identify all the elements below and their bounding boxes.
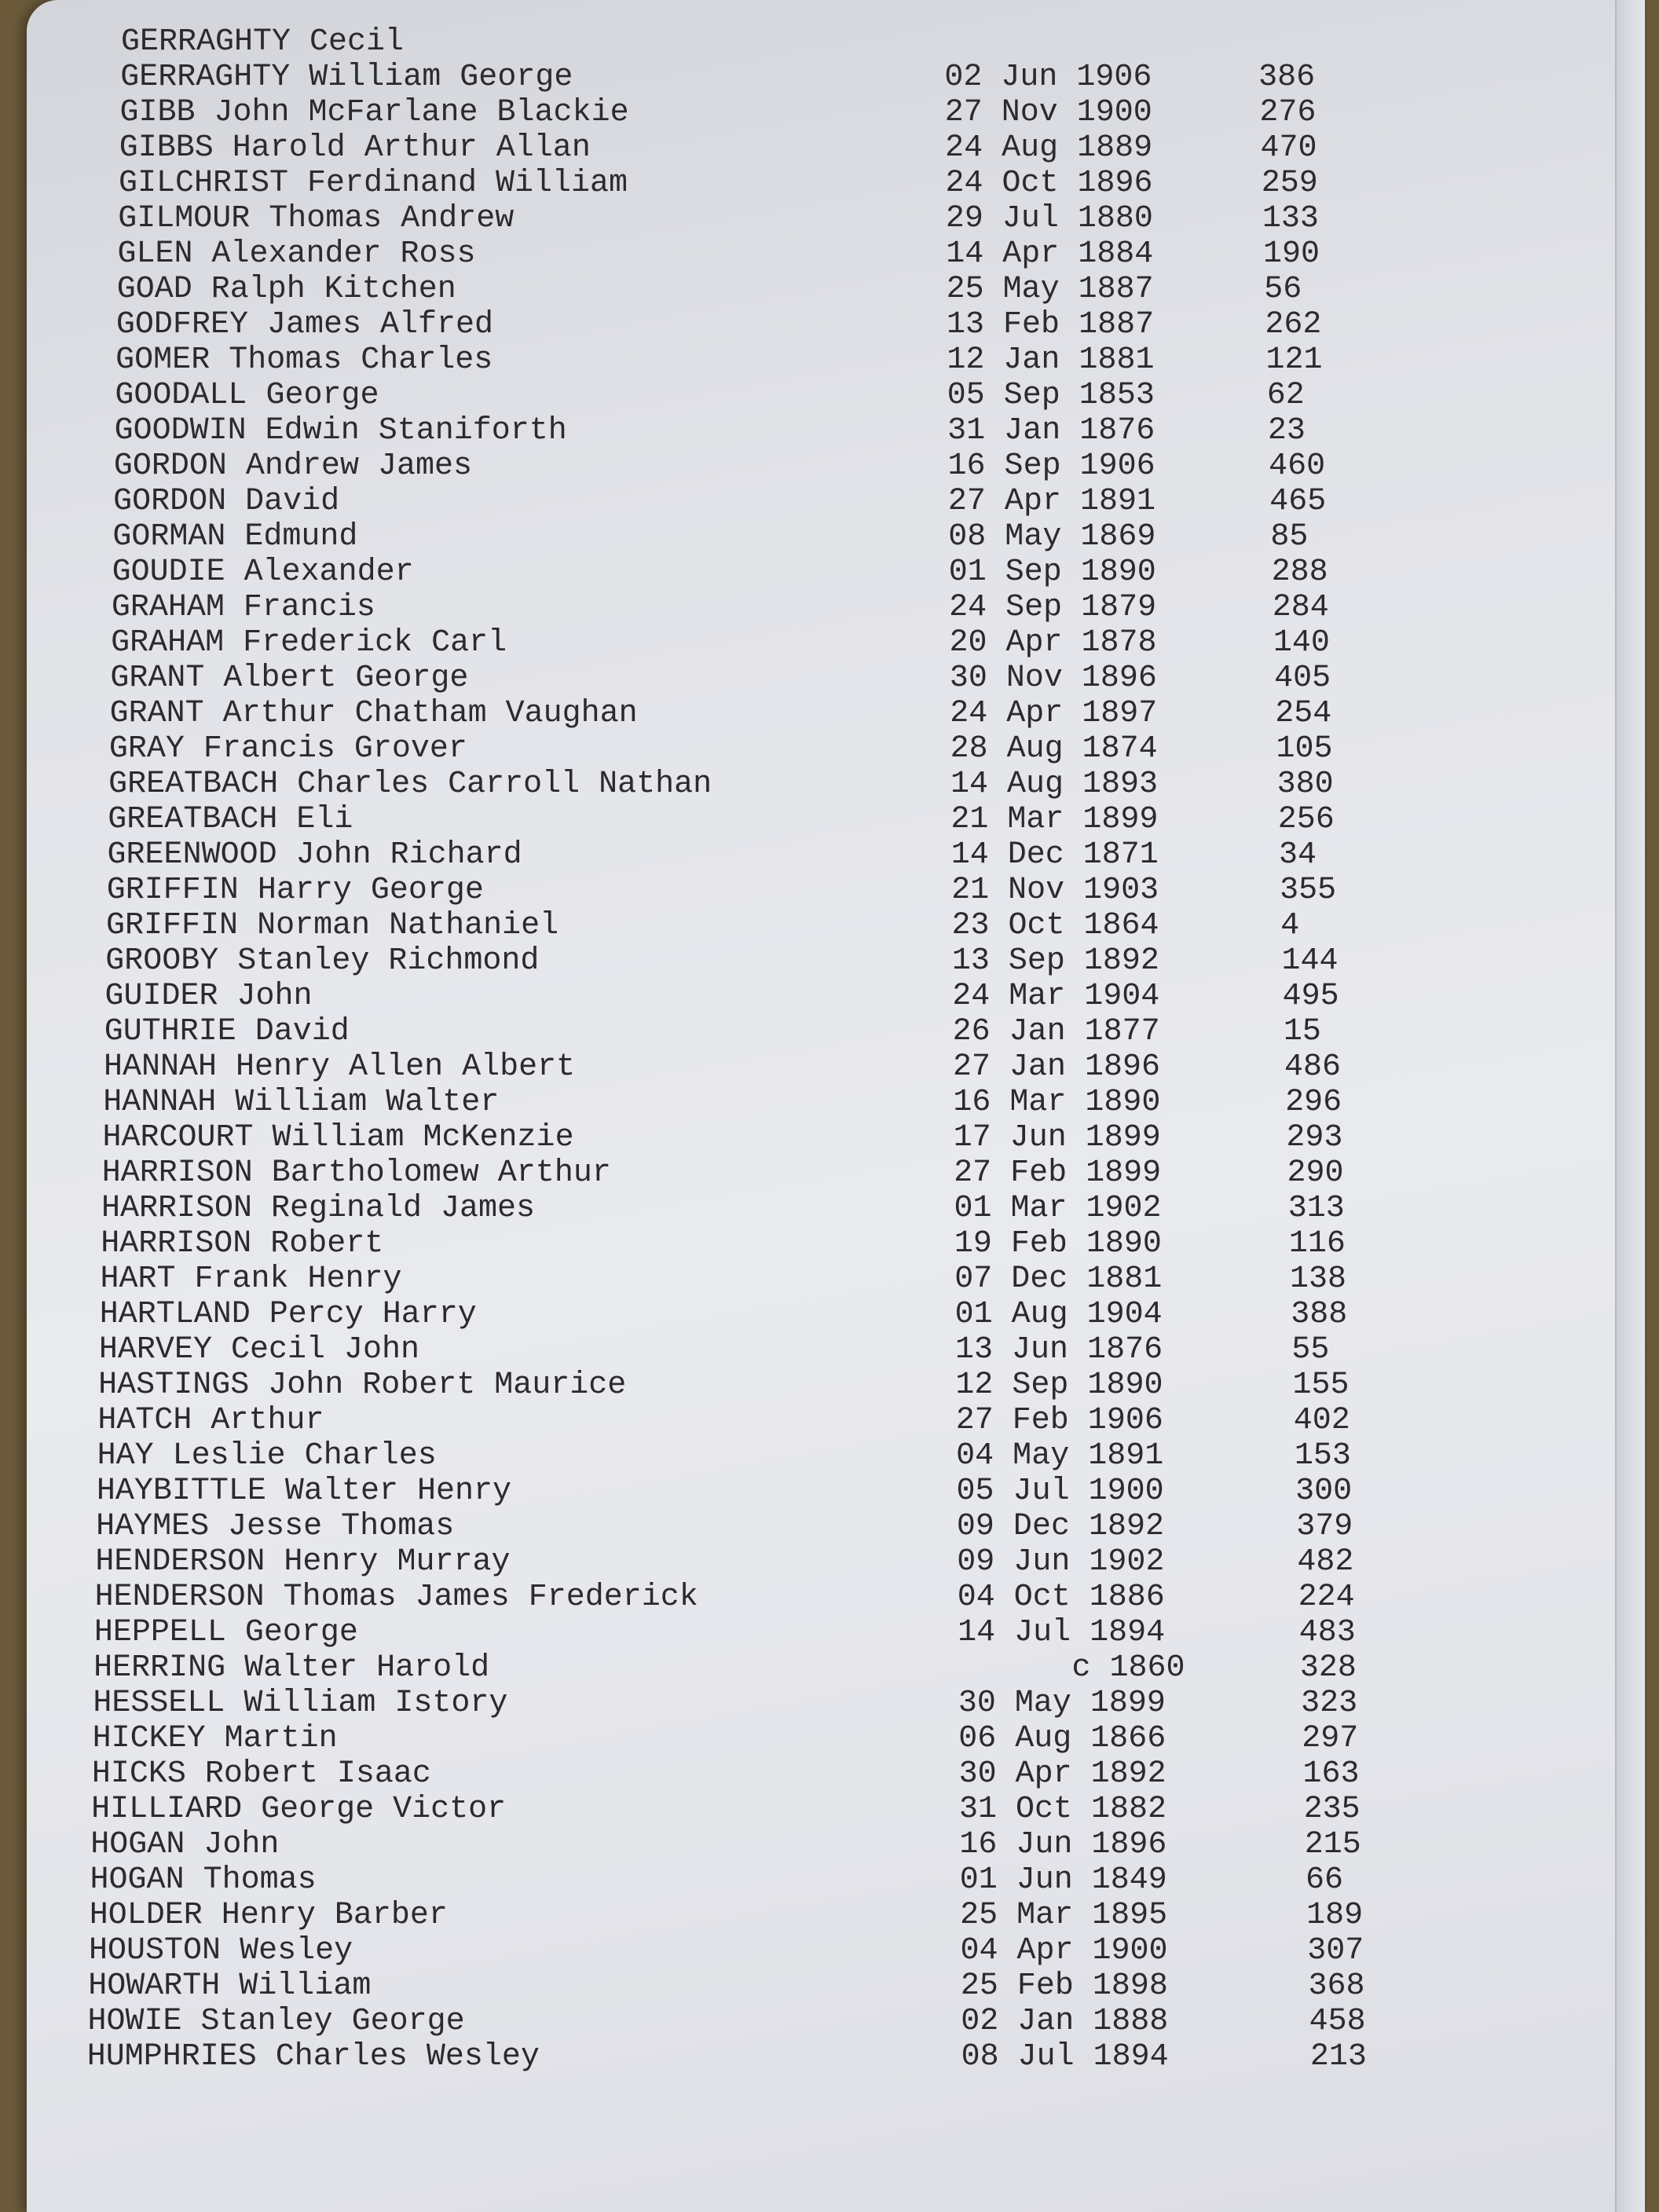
entry-date: 30 May 1899: [958, 1686, 1166, 1721]
entry-number: 297: [1302, 1721, 1359, 1756]
entry-number: 379: [1296, 1509, 1353, 1544]
entry-date: 12 Sep 1890: [955, 1368, 1163, 1403]
entry-number: 300: [1295, 1474, 1353, 1509]
entry-number: 235: [1303, 1792, 1361, 1827]
entry-name: GILMOUR Thomas Andrew: [118, 201, 515, 236]
list-item: [27, 1262, 1645, 1297]
entry-name: HICKS Robert Isaac: [91, 1756, 431, 1792]
entry-name: GRAY Francis Grover: [108, 731, 467, 767]
entry-number: 163: [1302, 1756, 1360, 1792]
entry-date: 29 Jul 1880: [945, 201, 1153, 236]
entry-number: 133: [1262, 201, 1319, 236]
list-item: [27, 697, 1645, 731]
entry-name: GRANT Albert George: [110, 661, 469, 696]
entry-number: 307: [1307, 1933, 1364, 1968]
entry-number: 121: [1265, 342, 1323, 378]
entry-date: 16 Sep 1906: [947, 449, 1155, 484]
entry-date: 05 Jul 1900: [956, 1474, 1164, 1509]
list-item: [27, 1616, 1645, 1650]
entry-date: 01 Mar 1902: [954, 1191, 1162, 1226]
entry-number: 386: [1258, 60, 1316, 95]
entry-name: HOGAN John: [90, 1827, 280, 1862]
list-item: [27, 96, 1645, 130]
list-item: [27, 1899, 1645, 1933]
entry-date: 08 May 1869: [948, 519, 1156, 555]
entry-date: 14 Dec 1871: [950, 837, 1159, 873]
list-item: [27, 1121, 1645, 1155]
entry-date: 02 Jan 1888: [961, 2004, 1169, 2039]
list-item: [27, 1757, 1645, 1792]
list-item: [27, 1086, 1645, 1120]
entry-date: 26 Jan 1877: [952, 1014, 1160, 1049]
entry-date: 27 Apr 1891: [947, 484, 1155, 519]
entry-number: 153: [1294, 1438, 1351, 1474]
entry-name: GOODALL George: [115, 378, 379, 413]
entry-date: 01 Aug 1904: [954, 1297, 1163, 1332]
entry-number: 495: [1282, 979, 1339, 1014]
list-item: [27, 131, 1645, 166]
entry-number: 224: [1298, 1580, 1355, 1615]
entry-name: GRIFFIN Norman Nathaniel: [106, 908, 559, 943]
entry-date: 30 Apr 1892: [958, 1756, 1166, 1792]
entry-number: 254: [1275, 696, 1332, 731]
entry-number: 4: [1280, 908, 1300, 943]
list-item: [27, 414, 1645, 449]
entry-date: c 1860: [1071, 1650, 1185, 1686]
list-item: [27, 1863, 1645, 1898]
entry-date: 14 Aug 1893: [950, 767, 1158, 802]
entry-date: 28 Aug 1874: [950, 731, 1158, 767]
list-item: [27, 626, 1645, 661]
list-item: [27, 2040, 1645, 2075]
entry-date: 27 Feb 1906: [955, 1403, 1163, 1438]
entry-number: 116: [1288, 1226, 1346, 1262]
entry-number: 293: [1286, 1120, 1343, 1155]
list-item: [27, 1333, 1645, 1368]
entry-name: HARRISON Robert: [101, 1226, 384, 1262]
entry-name: HATCH Arthur: [97, 1403, 324, 1438]
entry-name: HANNAH William Walter: [103, 1085, 500, 1120]
entry-date: 19 Feb 1890: [954, 1226, 1162, 1262]
list-item: [27, 732, 1645, 767]
list-item: [27, 1474, 1645, 1509]
entry-date: 27 Nov 1900: [944, 95, 1152, 130]
entry-name: GRANT Arthur Chatham Vaughan: [109, 696, 638, 731]
list-item: [27, 944, 1645, 979]
entry-date: 31 Jan 1876: [947, 413, 1155, 449]
entry-number: 259: [1261, 166, 1318, 201]
entry-date: 25 May 1887: [946, 272, 1154, 307]
entry-date: 09 Jun 1902: [957, 1544, 1165, 1580]
entry-name: GRAHAM Francis: [111, 590, 375, 625]
entry-name: HESSELL William Istory: [93, 1686, 508, 1721]
entry-name: GRAHAM Frederick Carl: [111, 625, 507, 661]
entry-name: GORDON David: [113, 484, 340, 519]
entry-number: 296: [1285, 1085, 1342, 1120]
entry-name: HARRISON Bartholomew Arthur: [101, 1155, 611, 1191]
entry-date: 09 Dec 1892: [956, 1509, 1164, 1544]
entry-date: 21 Mar 1899: [950, 802, 1159, 837]
entry-date: 24 Sep 1879: [949, 590, 1157, 625]
list-item: [27, 379, 1645, 413]
entry-date: 27 Feb 1899: [954, 1155, 1162, 1191]
entry-date: 24 Aug 1889: [945, 130, 1153, 166]
entry-number: 213: [1309, 2039, 1367, 2075]
entry-number: 138: [1290, 1262, 1347, 1297]
list-item: [27, 1969, 1645, 2004]
entry-number: 405: [1274, 661, 1331, 696]
entry-name: HICKEY Martin: [92, 1721, 338, 1756]
entry-date: 23 Oct 1864: [951, 908, 1159, 943]
entry-name: HOWIE Stanley George: [87, 2004, 465, 2039]
entry-name: HOUSTON Wesley: [89, 1933, 353, 1968]
entry-name: HANNAH Henry Allen Albert: [104, 1049, 576, 1085]
entry-name: HAY Leslie Charles: [97, 1438, 437, 1474]
entry-name: GOUDIE Alexander: [112, 555, 414, 590]
entry-number: 15: [1283, 1014, 1321, 1049]
entry-number: 105: [1276, 731, 1333, 767]
entry-name: GOMER Thomas Charles: [115, 342, 493, 378]
entry-name: HARCOURT William McKenzie: [102, 1120, 574, 1155]
entry-date: 21 Nov 1903: [951, 873, 1159, 908]
list-item: [27, 1934, 1645, 1968]
entry-number: 368: [1308, 1968, 1365, 2004]
entry-number: 328: [1299, 1650, 1357, 1686]
entry-name: GILCHRIST Ferdinand William: [118, 166, 628, 201]
list-item: [27, 1192, 1645, 1226]
entry-name: GROOBY Stanley Richmond: [105, 943, 540, 979]
entry-date: 04 Apr 1900: [960, 1933, 1168, 1968]
entry-date: 24 Mar 1904: [952, 979, 1160, 1014]
entry-date: 12 Jan 1881: [947, 342, 1155, 378]
list-item: [27, 1580, 1645, 1615]
entry-number: 288: [1271, 555, 1328, 590]
list-item: [27, 661, 1645, 696]
entry-number: 62: [1266, 378, 1305, 413]
entry-number: 402: [1293, 1403, 1350, 1438]
document-page: [27, 0, 1645, 2212]
entry-number: 388: [1291, 1297, 1348, 1332]
list-item: [27, 25, 1645, 60]
list-item: [27, 485, 1645, 519]
entry-date: 06 Aug 1866: [958, 1721, 1166, 1756]
entry-name: HOWARTH William: [88, 1968, 372, 2004]
entry-number: 155: [1292, 1368, 1350, 1403]
list-item: [27, 767, 1645, 802]
list-item: [27, 2005, 1645, 2039]
entry-number: 380: [1276, 767, 1334, 802]
list-item: [27, 273, 1645, 307]
entry-number: 256: [1277, 802, 1335, 837]
entry-number: 140: [1273, 625, 1330, 661]
list-item: [27, 449, 1645, 484]
entry-name: GORMAN Edmund: [112, 519, 358, 555]
entry-name: HENDERSON Thomas James Frederick: [94, 1580, 698, 1615]
entry-name: HAYBITTLE Walter Henry: [96, 1474, 511, 1509]
entry-date: 31 Oct 1882: [958, 1792, 1166, 1827]
list-item: [27, 1050, 1645, 1085]
entry-date: 27 Jan 1896: [953, 1049, 1161, 1085]
entry-number: 458: [1309, 2004, 1366, 2039]
entry-number: 486: [1284, 1049, 1342, 1085]
list-item: [27, 803, 1645, 837]
entry-number: 23: [1267, 413, 1306, 449]
entry-name: GERRAGHTY William George: [120, 60, 573, 95]
list-item: [27, 1793, 1645, 1827]
entry-name: GIBBS Harold Arthur Allan: [119, 130, 591, 166]
entry-name: HILLIARD George Victor: [91, 1792, 507, 1827]
entry-name: GLEN Alexander Ross: [117, 236, 476, 272]
entry-number: 323: [1301, 1686, 1358, 1721]
entry-name: GREENWOOD John Richard: [107, 837, 522, 873]
list-item: [27, 520, 1645, 555]
list-item: [27, 1439, 1645, 1474]
list-item: [27, 1298, 1645, 1332]
entry-name: GOODWIN Edwin Staniforth: [114, 413, 567, 449]
list-item: [27, 591, 1645, 625]
entry-name: HARVEY Cecil John: [98, 1332, 419, 1368]
entry-number: 85: [1270, 519, 1309, 555]
entry-date: 13 Sep 1892: [951, 943, 1159, 979]
entry-name: GUIDER John: [104, 979, 313, 1014]
entry-date: 01 Sep 1890: [948, 555, 1156, 590]
entry-date: 20 Apr 1878: [949, 625, 1157, 661]
list-item: [27, 1651, 1645, 1686]
entry-name: HART Frank Henry: [100, 1262, 402, 1297]
list-item: [27, 555, 1645, 590]
entry-number: 55: [1291, 1332, 1330, 1368]
entry-number: 355: [1280, 873, 1337, 908]
list-item: [27, 1368, 1645, 1403]
list-item: [27, 1722, 1645, 1756]
entry-name: GUTHRIE David: [104, 1014, 350, 1049]
list-item: [27, 873, 1645, 908]
entry-date: 25 Mar 1895: [960, 1898, 1168, 1933]
entry-date: 07 Dec 1881: [954, 1262, 1163, 1297]
entry-name: GODFREY James Alfred: [115, 307, 493, 342]
entry-name: GREATBACH Charles Carroll Nathan: [108, 767, 712, 802]
entry-number: 189: [1306, 1898, 1364, 1933]
entry-date: 24 Apr 1897: [950, 696, 1158, 731]
list-item: [27, 1545, 1645, 1580]
entry-name: GREATBACH Eli: [108, 802, 353, 837]
list-item: [27, 343, 1645, 378]
list-item: [27, 1015, 1645, 1049]
entry-date: 01 Jun 1849: [959, 1862, 1167, 1898]
list-item: [27, 202, 1645, 236]
entry-number: 34: [1278, 837, 1317, 873]
entry-name: GOAD Ralph Kitchen: [116, 272, 456, 307]
entry-date: 25 Feb 1898: [960, 1968, 1168, 2004]
list-item: [27, 237, 1645, 272]
list-item: [27, 1227, 1645, 1262]
entry-number: 190: [1263, 236, 1320, 272]
list-item: [27, 167, 1645, 201]
entry-number: 483: [1298, 1615, 1356, 1650]
entry-date: 04 May 1891: [956, 1438, 1164, 1474]
list-item: [27, 1510, 1645, 1544]
list-item: [27, 838, 1645, 873]
entry-name: HERRING Walter Harold: [93, 1650, 490, 1686]
entry-number: 144: [1281, 943, 1339, 979]
entry-date: 24 Oct 1896: [945, 166, 1153, 201]
entry-number: 262: [1265, 307, 1322, 342]
entry-name: GIBB John McFarlane Blackie: [119, 95, 629, 130]
entry-name: HEPPELL George: [93, 1615, 358, 1650]
entry-date: 14 Jul 1894: [958, 1615, 1166, 1650]
entry-name: HOGAN Thomas: [90, 1862, 317, 1898]
entry-date: 08 Jul 1894: [961, 2039, 1169, 2075]
name-list: [27, 0, 1645, 2212]
entry-number: 465: [1269, 484, 1327, 519]
entry-name: HAYMES Jesse Thomas: [96, 1509, 455, 1544]
entry-date: 30 Nov 1896: [949, 661, 1157, 696]
entry-number: 290: [1287, 1155, 1344, 1191]
entry-name: HARRISON Reginald James: [101, 1191, 536, 1226]
entry-date: 04 Oct 1886: [957, 1580, 1165, 1615]
entry-date: 16 Mar 1890: [953, 1085, 1161, 1120]
list-item: [27, 1828, 1645, 1862]
entry-number: 482: [1297, 1544, 1354, 1580]
list-item: [27, 1156, 1645, 1191]
entry-number: 56: [1264, 272, 1302, 307]
entry-name: HOLDER Henry Barber: [89, 1898, 448, 1933]
entry-number: 276: [1259, 95, 1317, 130]
entry-number: 215: [1304, 1827, 1361, 1862]
entry-number: 460: [1269, 449, 1326, 484]
entry-number: 313: [1287, 1191, 1345, 1226]
entry-number: 66: [1305, 1862, 1343, 1898]
entry-name: HUMPHRIES Charles Wesley: [86, 2039, 540, 2075]
list-item: [27, 980, 1645, 1014]
entry-date: 05 Sep 1853: [947, 378, 1155, 413]
list-item: [27, 1686, 1645, 1721]
entry-name: GERRAGHTY Cecil: [121, 24, 405, 60]
entry-date: 17 Jun 1899: [953, 1120, 1161, 1155]
list-item: [27, 308, 1645, 342]
entry-name: HENDERSON Henry Murray: [95, 1544, 511, 1580]
entry-date: 02 Jun 1906: [944, 60, 1152, 95]
entry-name: HASTINGS John Robert Maurice: [98, 1368, 627, 1403]
entry-date: 13 Feb 1887: [947, 307, 1155, 342]
entry-name: GRIFFIN Harry George: [106, 873, 484, 908]
entry-date: 13 Jun 1876: [955, 1332, 1163, 1368]
entry-number: 470: [1260, 130, 1317, 166]
list-item: [27, 1404, 1645, 1438]
entry-date: 16 Jun 1896: [959, 1827, 1167, 1862]
entry-date: 14 Apr 1884: [946, 236, 1154, 272]
entry-name: HARTLAND Percy Harry: [99, 1297, 477, 1332]
entry-number: 284: [1272, 590, 1329, 625]
entry-name: GORDON Andrew James: [113, 449, 472, 484]
list-item: [27, 60, 1645, 95]
list-item: [27, 909, 1645, 943]
